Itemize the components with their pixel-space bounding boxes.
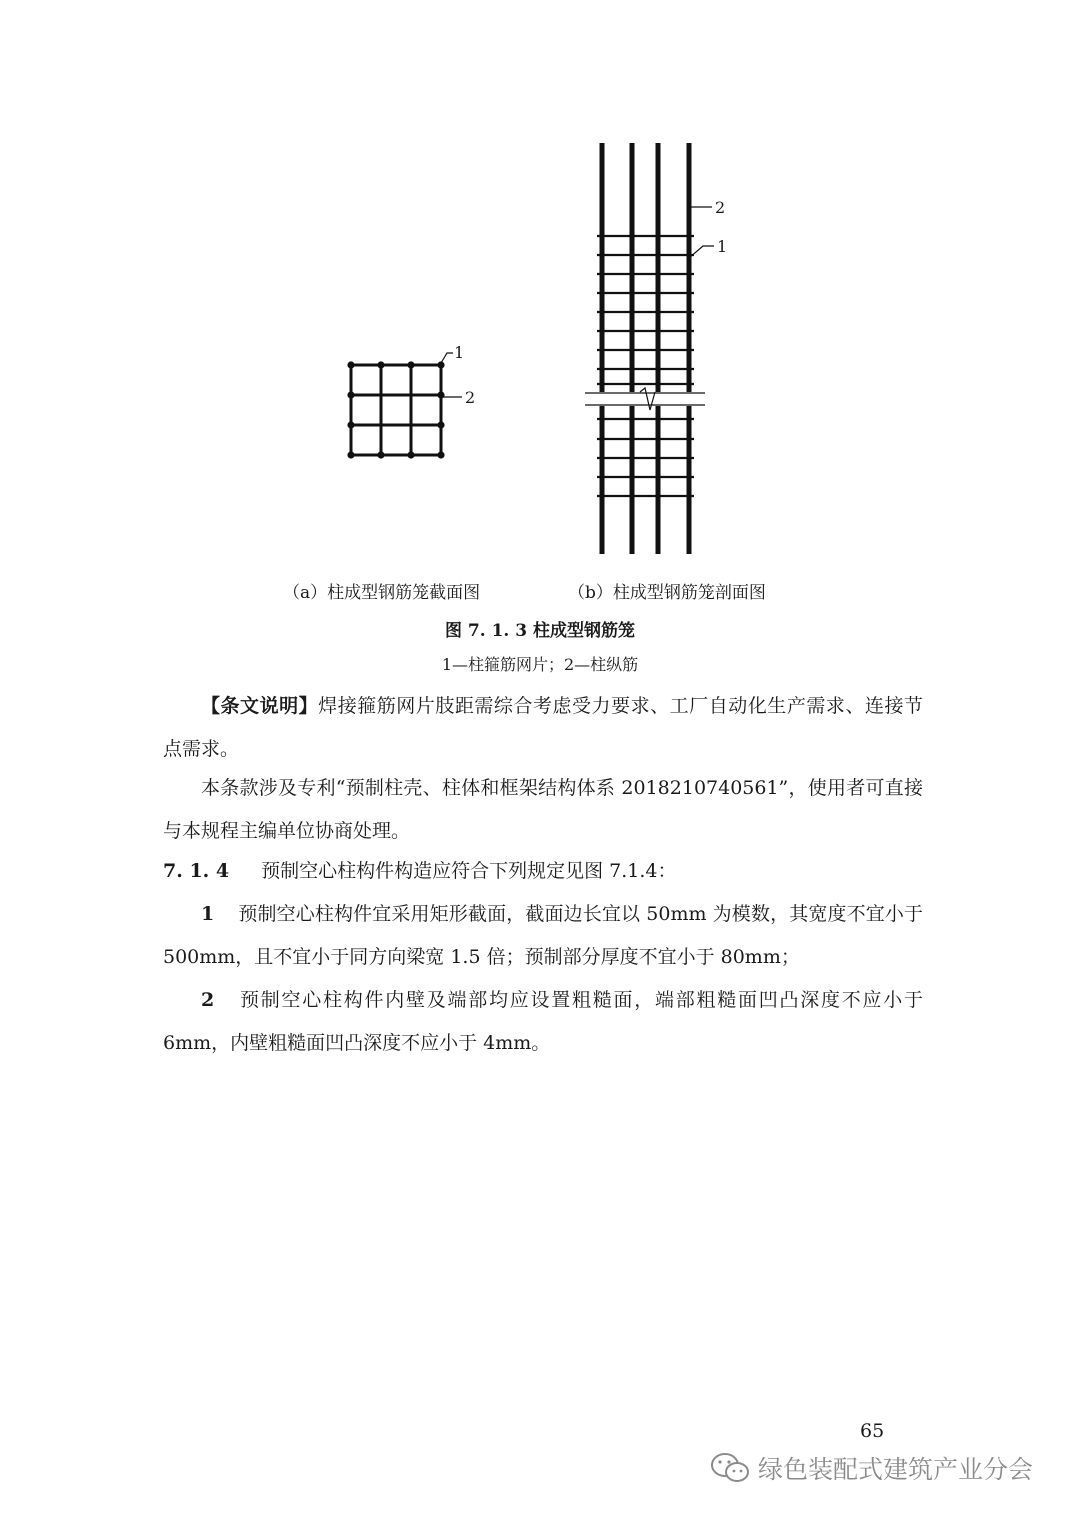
item-1-number: 1 — [201, 903, 215, 925]
figure-legend: 1—柱箍筋网片；2—柱纵筋 — [441, 655, 639, 674]
longitudinal-bar-dots — [347, 361, 444, 458]
patent-paragraph: 本条款涉及专利“预制柱壳、柱体和框架结构体系 2018210740561”，使用者可直接与本规程主编单位协商处理。 — [163, 777, 923, 842]
commentary-tag: 【条文说明】 — [201, 695, 319, 717]
rebar-dot — [437, 451, 444, 458]
clause-item-1 — [163, 893, 923, 979]
watermark — [710, 1450, 1033, 1486]
elevation-leaders — [689, 207, 714, 258]
section-view-drawing — [351, 365, 441, 455]
figure-7-1-3 — [0, 0, 1080, 570]
page-number: 65 — [860, 1420, 885, 1442]
clause-text: 预制空心柱构件构造应符合下列规定见图 7.1.4： — [261, 860, 677, 882]
wechat-icon — [710, 1451, 750, 1485]
caption-a: （a）柱成型钢筋笼截面图 — [283, 583, 481, 603]
clause-item-2 — [163, 979, 923, 1065]
rebar-dot — [347, 451, 354, 458]
section-callout-2: 2 — [465, 388, 476, 407]
clause-7-1-4 — [163, 850, 923, 893]
rebar-dot — [407, 451, 414, 458]
rebar-dot — [347, 391, 354, 398]
commentary-paragraph — [163, 685, 923, 771]
elevation-callout-2: 2 — [715, 198, 726, 217]
item-1-text: 预制空心柱构件宜采用矩形截面，截面边长宜以 50mm 为模数，其宽度不宜小于 500mm，且不宜小于同方向梁宽 1.5 倍；预制部分厚度不宜小于 80mm； — [163, 903, 923, 968]
rebar-dot — [377, 451, 384, 458]
rebar-dot — [347, 421, 354, 428]
figure-title: 图 7. 1. 3 柱成型钢筋笼 — [445, 621, 635, 641]
item-2-number: 2 — [201, 989, 215, 1011]
watermark-text: 绿色装配式建筑产业分会 — [758, 1455, 1034, 1484]
stirrup-lines — [597, 236, 694, 496]
elevation-view-drawing — [602, 143, 689, 554]
clause-number: 7. 1. 4 — [163, 860, 230, 882]
rebar-dot — [347, 361, 354, 368]
commentary-text: 焊接箍筋网片肢距需综合考虑受力要求、工厂自动化生产需求、连接节点需求。 — [163, 695, 923, 760]
caption-b: （b）柱成型钢筋笼剖面图 — [568, 583, 766, 603]
rebar-dot — [407, 361, 414, 368]
section-callout-1: 1 — [454, 343, 465, 362]
stirrup-outline — [351, 365, 441, 455]
rebar-dot — [377, 361, 384, 368]
rebar-dot — [437, 421, 444, 428]
elevation-callout-1: 1 — [717, 237, 728, 256]
item-2-text: 预制空心柱构件内壁及端部均应设置粗糙面，端部粗糙面凹凸深度不应小于 6mm，内壁粗糙面凹凸深度不应小于 4mm。 — [163, 989, 923, 1054]
